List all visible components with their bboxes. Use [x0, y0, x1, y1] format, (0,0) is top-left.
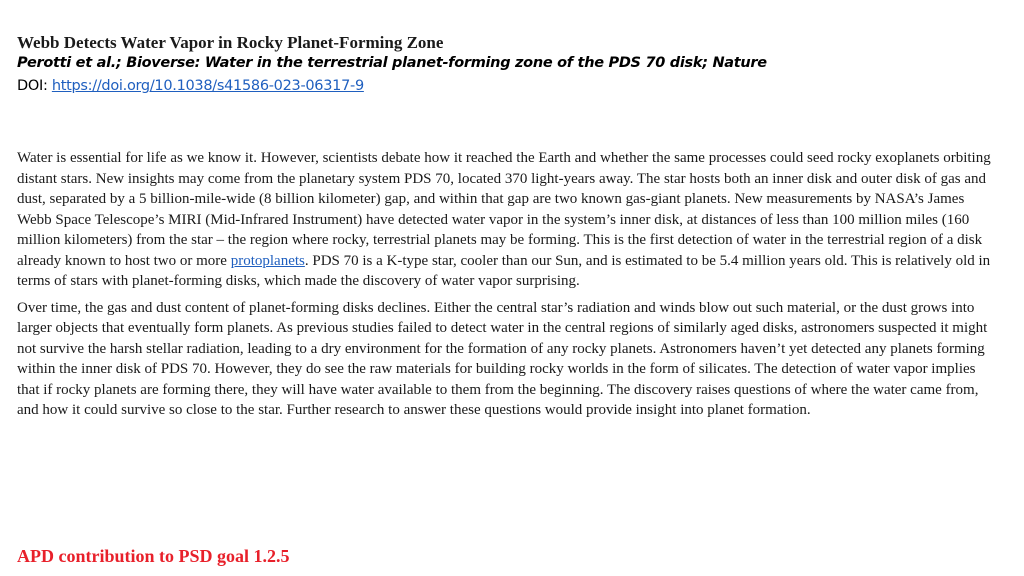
protoplanets-link[interactable]: protoplanets [230, 252, 305, 269]
article-body [17, 148, 999, 427]
paragraph-1-text-b: . PDS 70 is a K-type star, cooler than our Sun, and is estimated to be 5.4 million years old. This is relatively old in terms of stars with planet-forming disks, which made the discovery of water vapor surprising. [17, 252, 991, 289]
doi-link[interactable]: https://doi.org/10.1038/s41586-023-06317-9 [51, 78, 364, 94]
citation: Perotti et al.; Bioverse: Water in the terrestrial planet-forming zone of the PDS 70 disk; Nature [17, 55, 767, 71]
doi-line [17, 78, 364, 94]
doi-label: DOI: [17, 78, 52, 94]
footer-goal: APD contribution to PSD goal 1.2.5 [17, 546, 290, 566]
paragraph-1-text-a: Water is essential for life as we know it. However, scientists debate how it reached the Earth and whether the same processes could seed rocky exoplanets orbiting distant stars. New insights may come from the planetary system PDS 70, located 370 light-years away. The star hosts both an inner disk and outer disk of gas and dust, separated by a 5 billion-mile-wide (8 billion kilometer) gap, and within that gap are two known gas-giant planets. New measurements by NASA’s James Webb Space Telescope’s MIRI (Mid-Infrared Instrument) have detected water vapor in the system’s inner disk, at distances of less than 100 million miles (160 million kilometers) from the star – the region where rocky, terrestrial planets may be forming. This is the first detection of water in the terrestrial region of a disk already known to host two or more [17, 150, 991, 269]
paragraph-2: Over time, the gas and dust content of planet-forming disks declines. Either the central star’s radiation and winds blow out such material, or the dust grows into larger objects that eventually form planets. As previous studies failed to detect water in the central regions of similarly aged disks, astronomers suspected it might not survive the harsh stellar radiation, leading to a dry environment for the formation of any rocky planets. Astronomers haven’t yet detected any planets forming within the inner disk of PDS 70. However, they do see the raw materials for building rocky worlds in the form of silicates. The detection of water vapor implies that if rocky planets are forming there, they will have water available to them from the beginning. The discovery raises questions of where the water came from, and how it could survive so close to the star. Further research to answer these questions would provide insight into planet formation. [17, 299, 988, 418]
paragraph-1 [17, 148, 999, 292]
page-title: Webb Detects Water Vapor in Rocky Planet-Forming Zone [17, 33, 444, 52]
